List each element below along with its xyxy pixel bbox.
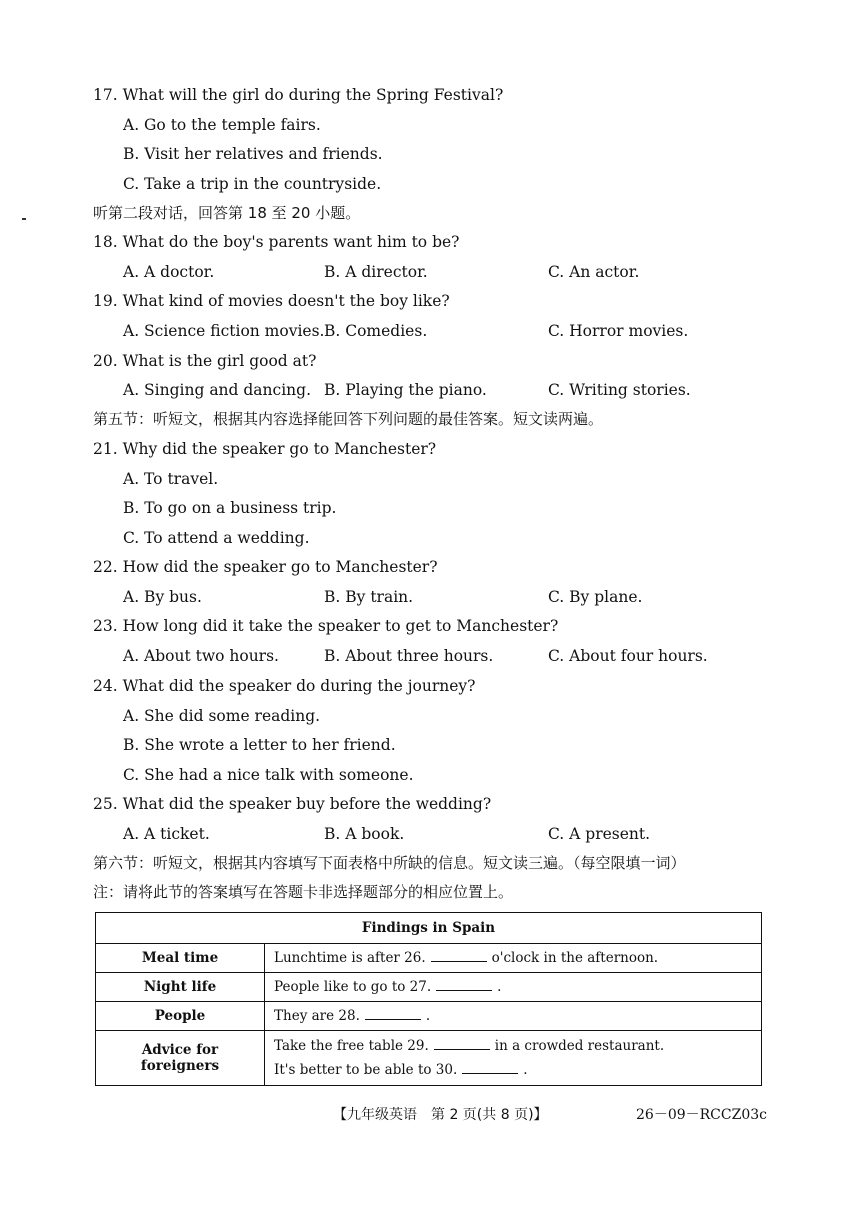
q24-option-b: B. She wrote a letter to her friend.: [123, 736, 396, 754]
scan-mark: [22, 218, 26, 220]
q22-option-a: A. By bus.: [123, 588, 202, 606]
q18-option-b: B. A director.: [324, 263, 428, 281]
q23-option-a: A. About two hours.: [123, 647, 279, 665]
people-text: They are 28.: [274, 1008, 360, 1024]
q18-option-c: C. An actor.: [548, 263, 640, 281]
advice-text-2: It's better to be able to 30.: [274, 1062, 458, 1078]
exam-code: 26－09－RCCZ03c: [636, 1107, 767, 1123]
findings-table: [95, 912, 762, 1086]
people-label: People: [96, 1002, 265, 1031]
answer-blank-30[interactable]: [462, 1063, 518, 1074]
q19-option-a: A. Science fiction movies.: [123, 322, 325, 340]
q25-option-a: A. A ticket.: [123, 825, 210, 843]
q18-option-a: A. A doctor.: [123, 263, 215, 281]
advice-label: Advice for foreigners: [96, 1031, 265, 1086]
q19-option-b: B. Comedies.: [324, 322, 428, 340]
q25-stem: 25. What did the speaker buy before the wedding?: [93, 795, 492, 813]
q22-stem: 22. How did the speaker go to Manchester?: [93, 558, 438, 576]
q20-stem: 20. What is the girl good at?: [93, 352, 317, 370]
table-row: [96, 1002, 762, 1031]
night-life-text-end: .: [497, 979, 502, 995]
q19-stem: 19. What kind of movies doesn't the boy like?: [93, 292, 450, 310]
night-life-text: People like to go to 27.: [274, 979, 432, 995]
q20-option-b: B. Playing the piano.: [324, 381, 487, 399]
q19-option-c: C. Horror movies.: [548, 322, 689, 340]
q17-option-c: C. Take a trip in the countryside.: [123, 175, 382, 193]
q20-option-a: A. Singing and dancing.: [123, 381, 312, 399]
q20-option-c: C. Writing stories.: [548, 381, 691, 399]
section2-instructions: 听第二段对话，回答第 18 至 20 小题。: [93, 204, 361, 222]
meal-time-text-end: o'clock in the afternoon.: [491, 950, 659, 966]
q18-stem: 18. What do the boy's parents want him to be?: [93, 233, 460, 251]
night-life-label: Night life: [96, 973, 265, 1002]
q21-option-b: B. To go on a business trip.: [123, 499, 337, 517]
advice-text-1-end: in a crowded restaurant.: [494, 1038, 665, 1054]
section6-instructions: 第六节：听短文，根据其内容填写下面表格中所缺的信息。短文读三遍。（每空限填一词）: [93, 854, 686, 872]
answer-blank-28[interactable]: [365, 1009, 421, 1020]
q22-option-b: B. By train.: [324, 588, 414, 606]
answer-blank-27[interactable]: [436, 980, 492, 991]
q23-option-c: C. About four hours.: [548, 647, 708, 665]
table-row: [96, 1031, 762, 1086]
advice-text-1: Take the free table 29.: [274, 1038, 429, 1054]
night-life-cell: [265, 973, 762, 1002]
q21-option-a: A. To travel.: [123, 470, 219, 488]
meal-time-label: Meal time: [96, 944, 265, 973]
table-row: [96, 944, 762, 973]
q17-option-b: B. Visit her relatives and friends.: [123, 145, 383, 163]
meal-time-text: Lunchtime is after 26.: [274, 950, 426, 966]
advice-text-2-end: .: [523, 1062, 528, 1078]
people-cell: [265, 1002, 762, 1031]
people-text-end: .: [425, 1008, 431, 1024]
q25-option-c: C. A present.: [548, 825, 651, 843]
advice-cell: [265, 1031, 762, 1086]
q23-option-b: B. About three hours.: [324, 647, 494, 665]
meal-time-cell: [265, 944, 762, 973]
q21-stem: 21. Why did the speaker go to Manchester?: [93, 440, 437, 458]
answer-blank-29[interactable]: [434, 1039, 490, 1050]
table-row: [96, 973, 762, 1002]
q24-option-a: A. She did some reading.: [123, 707, 321, 725]
q23-stem: 23. How long did it take the speaker to get to Manchester?: [93, 617, 559, 635]
q22-option-c: C. By plane.: [548, 588, 643, 606]
q24-stem: 24. What did the speaker do during the journey?: [93, 677, 476, 695]
table-title: Findings in Spain: [96, 913, 762, 944]
q24-option-c: C. She had a nice talk with someone.: [123, 766, 414, 784]
section5-instructions: 第五节：听短文，根据其内容选择能回答下列问题的最佳答案。短文读两遍。: [93, 410, 604, 428]
q17-option-a: A. Go to the temple fairs.: [123, 116, 321, 134]
q17-stem: 17. What will the girl do during the Spring Festival?: [93, 86, 504, 104]
page-footer: 【九年级英语 第 2 页(共 8 页)】: [333, 1107, 548, 1123]
q21-option-c: C. To attend a wedding.: [123, 529, 310, 547]
section6-note: 注：请将此节的答案填写在答题卡非选择题部分的相应位置上。: [93, 883, 514, 901]
q25-option-b: B. A book.: [324, 825, 405, 843]
answer-blank-26[interactable]: [431, 951, 487, 962]
